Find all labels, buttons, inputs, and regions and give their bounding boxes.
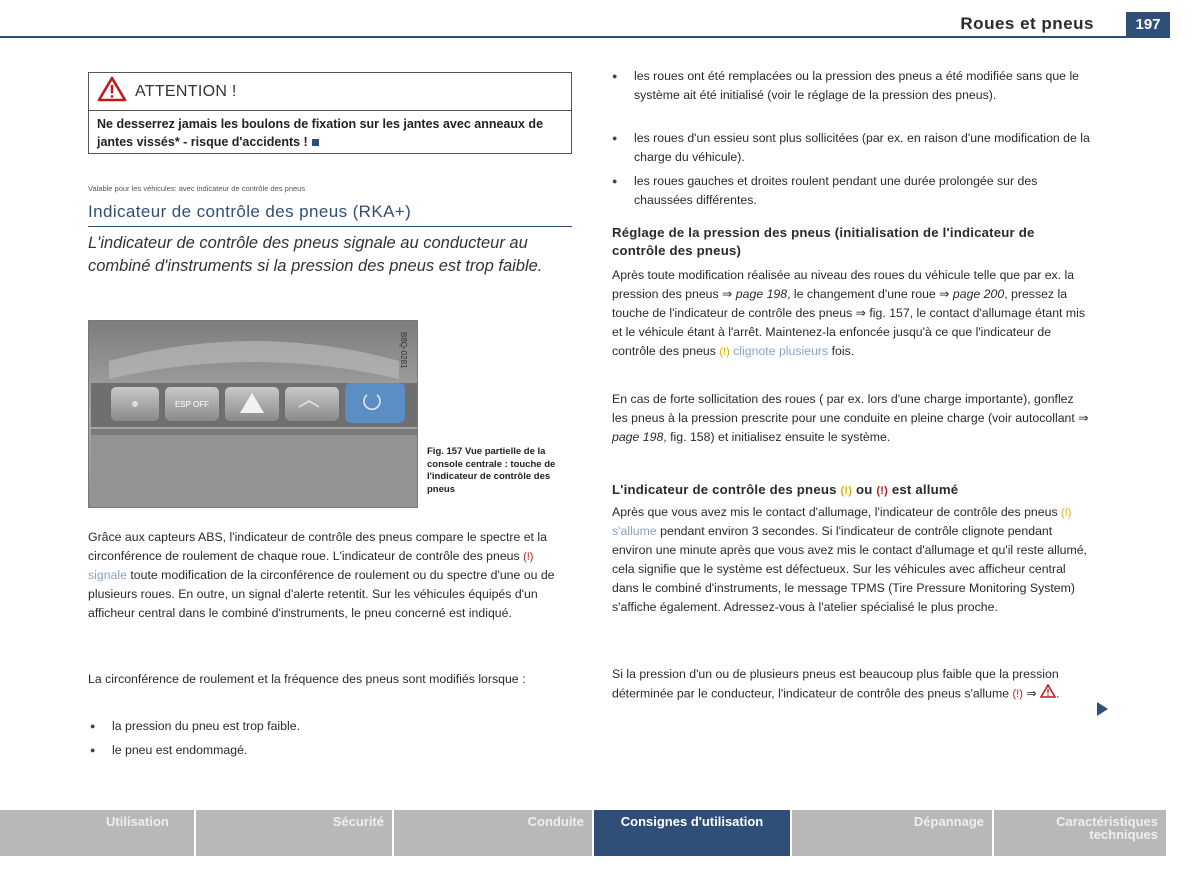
warning-triangle-icon bbox=[97, 76, 127, 107]
bullet-item: ● le pneu est endommagé. bbox=[90, 741, 570, 760]
clignote-highlight: clignote plusieurs bbox=[733, 344, 829, 358]
paragraph-heavy-load: En cas de forte sollicitation des roues ( par ex. lors d'une charge importante), gonflez les pneus à la pression prescrite pour une conduite en pleine charge (voir autocollant ⇒ page 198, fig. 158) et initialisez ensuite le système. bbox=[612, 392, 1089, 444]
section-heading: Indicateur de contrôle des pneus (RKA+) bbox=[88, 202, 412, 221]
hazard-triangle-icon bbox=[1040, 684, 1056, 704]
paragraph-circumference: La circonférence de roulement et la fréquence des pneus sont modifiés lorsque : bbox=[88, 672, 526, 686]
tpms-lamp-icon: (!) bbox=[840, 485, 853, 497]
footer-tab-depannage[interactable]: Dépannage bbox=[792, 810, 992, 856]
bullet-item: ● les roues gauches et droites roulent pendant une durée prolongée sur des chaussées différentes. bbox=[612, 172, 1092, 210]
warning-title: ATTENTION ! bbox=[135, 82, 237, 100]
paragraph-low-pressure: Si la pression d'un ou de plusieurs pneus est beaucoup plus faible que la pression déterminée par le conducteur, l'indicateur de contrôle des pneus s'allume (!) ⇒ . bbox=[612, 665, 1092, 704]
warning-text: Ne desserrez jamais les boulons de fixation sur les jantes avec anneaux de jantes vissés* - risque d'accidents ! bbox=[97, 117, 544, 149]
page-reference[interactable]: page 200 bbox=[952, 287, 1005, 301]
allume-highlight: s'allume bbox=[612, 524, 657, 538]
page-header-title: Roues et pneus bbox=[960, 14, 1094, 33]
warning-box bbox=[88, 72, 572, 154]
continue-arrow-icon bbox=[1097, 702, 1108, 716]
page-number: 197 bbox=[1126, 12, 1170, 38]
figure-code: B8Q-0281 bbox=[399, 332, 408, 369]
page-reference[interactable]: page 198 bbox=[735, 287, 788, 301]
paragraph-lamp-lit: Après que vous avez mis le contact d'allumage, l'indicateur de contrôle des pneus (!) s'allume pendant environ 3 secondes. Si l'indicateur de contrôle clignote pendant environ une minute après que vous avez mis le contact d'allumage et qu'il reste allumé, cela signifie que le système est défectueux. Sur les véhicules avec afficheur central dans le combiné d'instruments, le message TPMS (Tire Pressure Monitoring System) s'affiche également. Adressez-vous à l'atelier spécialisé le plus proche. bbox=[612, 505, 1087, 614]
page-reference[interactable]: page 198 bbox=[612, 430, 664, 444]
figure-caption: Fig. 157 Vue partielle de la console centrale : touche de l'indicateur de contrôle des pneus bbox=[427, 446, 556, 495]
figure-console-photo bbox=[88, 320, 418, 508]
warning-header bbox=[89, 73, 571, 111]
end-mark-icon bbox=[312, 139, 319, 146]
footer-tab-consignes[interactable]: Consignes d'utilisation bbox=[594, 810, 790, 856]
tpms-lamp-icon: (!) bbox=[719, 346, 730, 358]
subheading-lamp-lit: L'indicateur de contrôle des pneus (!) ou (!) est allumé bbox=[612, 482, 959, 497]
subheading-initialisation: Réglage de la pression des pneus (initialisation de l'indicateur de contrôle des pneus) bbox=[612, 225, 1035, 258]
section-intro: L'indicateur de contrôle des pneus signale au conducteur au combiné d'instruments si la pression des pneus est trop faible. bbox=[88, 234, 543, 275]
tpms-lamp-icon: (!) bbox=[1012, 688, 1023, 701]
bullet-item: ● la pression du pneu est trop faible. bbox=[90, 717, 570, 736]
footer-tab-securite[interactable]: Sécurité bbox=[196, 810, 392, 856]
footer-nav bbox=[0, 810, 1200, 856]
footer-tab-conduite[interactable]: Conduite bbox=[394, 810, 592, 856]
paragraph-initialisation: Après toute modification réalisée au niveau des roues du véhicule telle que par ex. la pression des pneus ⇒ page 198, le changement d'une roue ⇒ page 200, pressez la touche de l'indicateur de contrôle des pneus ⇒ fig. 157, le contact d'allumage étant mis et le véhicule étant à l'arrêt. Maintenez-la enfoncée jusqu'à ce que l'indicateur de contrôle des pneus (!) clignote plusieurs fois. bbox=[612, 268, 1086, 358]
tpms-lamp-icon: (!) bbox=[876, 485, 888, 497]
footer-tab-caracteristiques[interactable]: Caractéristiques techniques bbox=[994, 810, 1166, 856]
esp-off-button-label: ESP OFF bbox=[174, 400, 210, 409]
tpms-lamp-icon: (!) bbox=[523, 551, 534, 563]
footer-tab-utilisation[interactable]: Utilisation bbox=[0, 810, 194, 856]
bullet-item: ● les roues ont été remplacées ou la pression des pneus a été modifiée sans que le système ait été initialisé (voir le réglage de la pression des pneus). bbox=[612, 67, 1092, 105]
validity-note: Valable pour les véhicules: avec indicateur de contrôle des pneus bbox=[88, 184, 306, 193]
bullet-item: ● les roues d'un essieu sont plus sollicitées (par ex. en raison d'une modification de la charge du véhicule). bbox=[612, 129, 1092, 167]
tpms-lamp-icon: (!) bbox=[1061, 507, 1072, 519]
header-rule bbox=[0, 36, 1128, 38]
paragraph-abs: Grâce aux capteurs ABS, l'indicateur de contrôle des pneus compare le spectre et la circonférence de roulement de chaque roue. L'indicateur de contrôle des pneus (!) signale toute modification de la circonférence de roulement ou du spectre d'une ou de plusieurs roues. En outre, un signal d'alerte retentit. Sur les véhicules équipés d'un afficheur central dans le combiné d'instruments, le pneu concerné est indiqué. bbox=[88, 530, 555, 620]
signale-highlight: signale bbox=[88, 568, 127, 582]
section-rule bbox=[88, 226, 572, 227]
